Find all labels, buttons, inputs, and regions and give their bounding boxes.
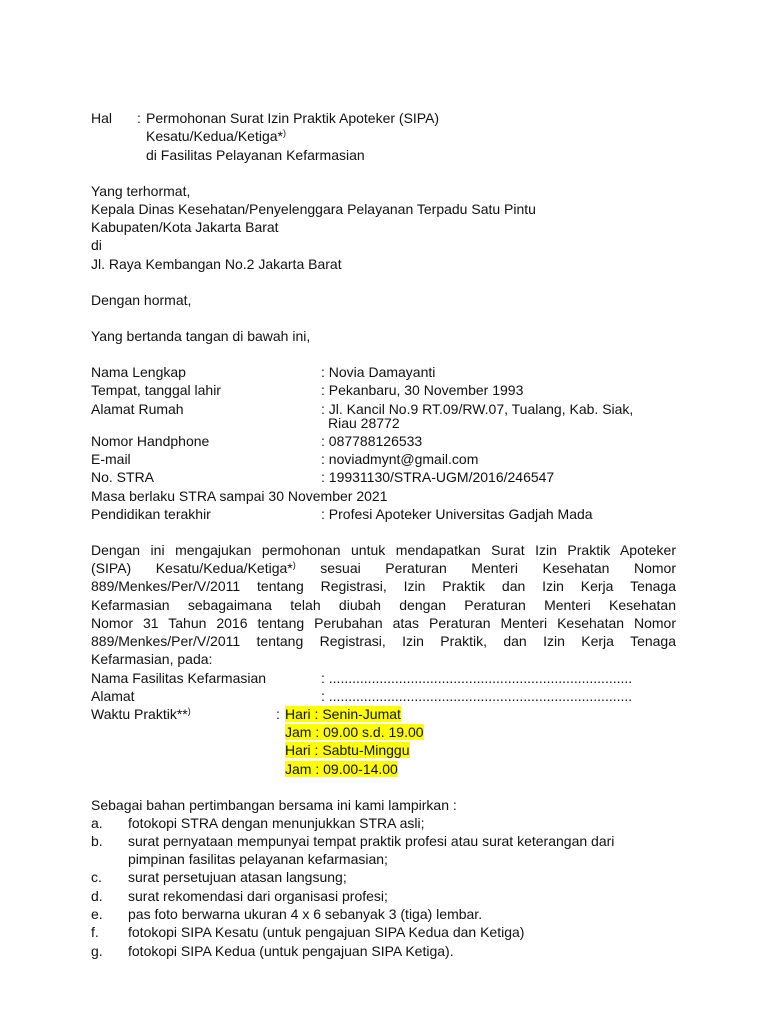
phone-value: : 087788126533	[321, 433, 423, 449]
subject-line-2: Kesatu/Kedua/Ketiga*)	[146, 128, 286, 144]
practice-time-colon: :	[276, 706, 280, 722]
list-letter: a.	[91, 815, 103, 831]
address-label: Alamat Rumah	[91, 401, 184, 417]
subject-colon: :	[137, 110, 141, 126]
body-line-6: 889/Menkes/Per/V/2011 tentang Registrasi, Izin Praktik, dan Izin Kerja Tenaga	[91, 633, 676, 649]
body-line-5: Nomor 31 Tahun 2016 tentang Perubahan atas Peraturan Menteri Kesehatan Nomor	[91, 615, 676, 631]
facility-name-value: : ..............................................................................	[321, 670, 633, 686]
practice-time-label: Waktu Praktik**)	[91, 706, 191, 722]
subject-line-3: di Fasilitas Pelayanan Kefarmasian	[146, 147, 365, 163]
birth-label: Tempat, tanggal lahir	[91, 382, 221, 398]
birth-value: : Pekanbaru, 30 November 1993	[321, 382, 524, 398]
recipient-greeting: Yang terhormat,	[91, 183, 191, 199]
list-letter: e.	[91, 906, 103, 922]
facility-address-label: Alamat	[91, 688, 135, 704]
education-value: : Profesi Apoteker Universitas Gadjah Mada	[321, 506, 593, 522]
address-value-line-1: : Jl. Kancil No.9 RT.09/RW.07, Tualang, Kab. Siak,	[321, 401, 634, 417]
schedule-line-4: Jam : 09.00-14.00	[285, 761, 398, 777]
list-text: surat rekomendasi dari organisasi profesi;	[128, 888, 388, 904]
body-line-7: Kefarmasian, pada:	[91, 651, 213, 667]
body-line-1: Dengan ini mengajukan permohonan untuk mendapatkan Surat Izin Praktik Apoteker	[91, 542, 676, 558]
recipient-line-1: Kepala Dinas Kesehatan/Penyelenggara Pelayanan Terpadu Satu Pintu	[91, 201, 536, 217]
stra-value: : 19931130/STRA-UGM/2016/246547	[321, 469, 555, 485]
list-letter: c.	[91, 869, 102, 885]
intro-text: Yang bertanda tangan di bawah ini,	[91, 328, 311, 344]
body-line-4: Kefarmasian sebagaimana telah diubah dengan Peraturan Menteri Kesehatan	[91, 597, 676, 613]
list-text: surat persetujuan atasan langsung;	[128, 869, 347, 885]
list-text: pas foto berwarna ukuran 4 x 6 sebanyak 3 (tiga) lembar.	[128, 906, 483, 922]
schedule-line-3: Hari : Sabtu-Minggu	[285, 742, 410, 758]
list-text: surat pernyataan mempunyai tempat praktik profesi atau surat keterangan dari	[128, 833, 615, 849]
list-letter: g.	[91, 943, 103, 959]
facility-address-value: : ..............................................................................	[321, 688, 633, 704]
attachments-intro: Sebagai bahan pertimbangan bersama ini kami lampirkan :	[91, 797, 457, 813]
email-label: E-mail	[91, 451, 131, 467]
recipient-line-4: Jl. Raya Kembangan No.2 Jakarta Barat	[91, 256, 342, 272]
address-value-line-2: Riau 28772	[328, 415, 400, 431]
body-line-2: (SIPA) Kesatu/Kedua/Ketiga*) sesuai Peraturan Menteri Kesehatan Nomor	[91, 560, 676, 576]
schedule-line-2: Jam : 09.00 s.d. 19.00	[285, 724, 424, 740]
recipient-line-2: Kabupaten/Kota Jakarta Barat	[91, 219, 279, 235]
email-value: : noviadmynt@gmail.com	[321, 451, 479, 467]
recipient-line-3: di	[91, 237, 102, 253]
list-letter: b.	[91, 833, 103, 849]
subject-line-1: Permohonan Surat Izin Praktik Apoteker (SIPA)	[146, 110, 440, 126]
opening-salutation: Dengan hormat,	[91, 292, 192, 308]
stra-validity: Masa berlaku STRA sampai 30 November 2021	[91, 488, 388, 504]
list-text: fotokopi SIPA Kedua (untuk pengajuan SIPA Ketiga).	[128, 943, 454, 959]
list-letter: d.	[91, 888, 103, 904]
facility-name-label: Nama Fasilitas Kefarmasian	[91, 670, 267, 686]
list-text: pimpinan fasilitas pelayanan kefarmasian;	[128, 851, 388, 867]
list-text: fotokopi STRA dengan menunjukkan STRA asli;	[128, 815, 425, 831]
education-label: Pendidikan terakhir	[91, 506, 211, 522]
subject-label: Hal	[91, 110, 113, 126]
schedule-line-1: Hari : Senin-Jumat	[285, 706, 401, 722]
stra-label: No. STRA	[91, 469, 155, 485]
name-value: : Novia Damayanti	[321, 364, 436, 380]
list-text: fotokopi SIPA Kesatu (untuk pengajuan SIPA Kedua dan Ketiga)	[128, 924, 525, 940]
body-line-3: 889/Menkes/Per/V/2011 tentang Registrasi, Izin Praktik dan Izin Kerja Tenaga	[91, 578, 676, 594]
name-label: Nama Lengkap	[91, 364, 186, 380]
phone-label: Nomor Handphone	[91, 433, 210, 449]
list-letter: f.	[91, 924, 99, 940]
